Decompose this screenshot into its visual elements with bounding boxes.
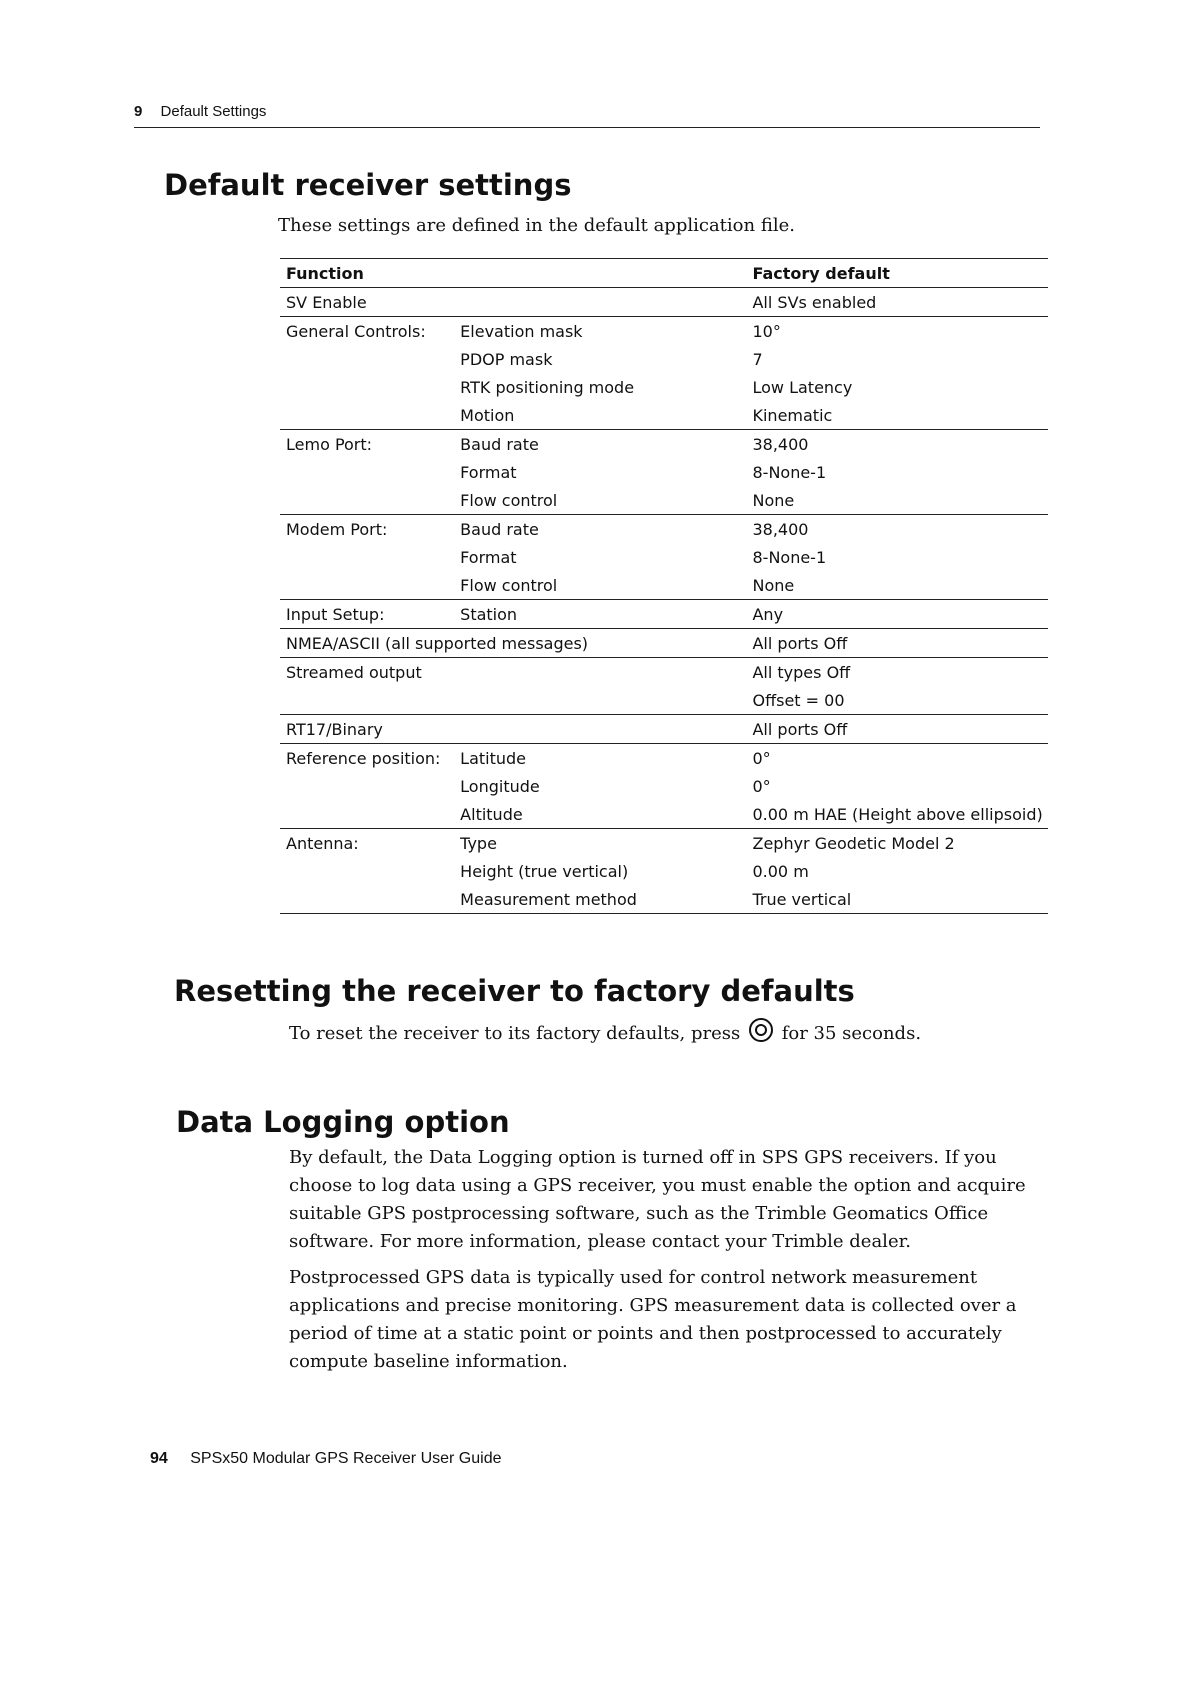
reset-text-before: To reset the receiver to its factory defaults, press [289,1023,741,1044]
table-row [280,800,1048,829]
row-default: 38,400 [746,515,1048,544]
reset-instructions [289,1018,921,1048]
reset-text-after: for 35 seconds. [781,1023,922,1044]
table-row [280,744,1048,773]
row-default: Kinematic [752,405,833,425]
row-default: All SVs enabled [746,288,1048,317]
row-function: RT17/Binary [280,715,746,744]
table-row [280,686,1048,715]
section-title-default-settings: Default receiver settings [164,168,572,202]
table-row [280,658,1048,687]
row-item: Elevation mask [454,317,746,346]
row-item: Baud rate [454,515,746,544]
row-item: PDOP mask [460,349,553,369]
column-header-factory-default: Factory default [746,259,1048,288]
chapter-number: 9 [134,103,143,120]
row-group: Reference position: [280,744,454,773]
table-row [280,401,1048,430]
row-item: Type [454,829,746,858]
row-default: Zephyr Geodetic Model 2 [746,829,1048,858]
table-row [280,373,1048,401]
table-row [280,600,1048,629]
table-header-row [280,259,1048,288]
row-default: None [752,575,795,595]
row-item: Motion [460,405,515,425]
row-group: Modem Port: [280,515,454,544]
table-row [280,772,1048,800]
section-intro: These settings are defined in the default application file. [278,215,795,236]
page-footer [150,1450,502,1468]
row-item: Station [454,600,746,629]
running-header [134,103,1040,128]
row-default: 7 [752,349,763,369]
row-default: Offset = 00 [752,690,845,710]
row-function: NMEA/ASCII (all supported messages) [280,629,746,658]
row-default: 0.00 m [752,861,809,881]
row-function: SV Enable [280,288,746,317]
row-group: Lemo Port: [280,430,454,459]
row-default: All ports Off [746,629,1048,658]
table-row [280,715,1048,744]
page-number: 94 [150,1450,168,1467]
row-default: All ports Off [746,715,1048,744]
table-row [280,317,1048,346]
table-row [280,629,1048,658]
row-default: 10° [746,317,1048,346]
row-item: Flow control [460,575,558,595]
table-row [280,571,1048,600]
column-header-function: Function [280,259,746,288]
row-default: 8-None-1 [752,462,827,482]
row-group: Input Setup: [280,600,454,629]
row-default: 0° [746,744,1048,773]
row-item: Format [460,462,517,482]
row-item: Format [460,547,517,567]
section-title-reset: Resetting the receiver to factory defaults [174,974,855,1008]
chapter-title: Default Settings [160,103,267,120]
row-item: Longitude [460,776,540,796]
row-default: 0.00 m HAE (Height above ellipsoid) [752,804,1043,824]
table-row [280,345,1048,373]
row-default: None [752,490,795,510]
table-row [280,486,1048,515]
row-item: RTK positioning mode [460,377,635,397]
section-title-data-logging: Data Logging option [176,1105,510,1139]
table-row [280,543,1048,571]
row-default: All types Off [746,658,1048,687]
row-default: True vertical [746,885,1048,914]
table-row [280,857,1048,885]
row-default: Any [746,600,1048,629]
power-button-icon [749,1018,773,1042]
table-row [280,515,1048,544]
data-logging-paragraph-2: Postprocessed GPS data is typically used for control network measurement applications and precise monitoring. GPS measurement data is collected over a period of time at a static point or points and then postprocessed to accurately compute baseline information. [289,1267,1017,1372]
table-row [280,829,1048,858]
row-group: General Controls: [280,317,454,346]
row-group: Antenna: [280,829,454,858]
row-item: Altitude [460,804,523,824]
row-item: Flow control [460,490,558,510]
table-row [280,458,1048,486]
row-default: 0° [752,776,771,796]
row-item: Measurement method [454,885,746,914]
table-row [280,288,1048,317]
row-function: Streamed output [280,658,746,687]
row-default: Low Latency [752,377,853,397]
default-settings-table [280,258,1048,914]
row-default: 8-None-1 [752,547,827,567]
row-item: Height (true vertical) [460,861,629,881]
table-row [280,885,1048,914]
table-row [280,430,1048,459]
document-title: SPSx50 Modular GPS Receiver User Guide [190,1450,502,1467]
row-default: 38,400 [746,430,1048,459]
row-item: Latitude [454,744,746,773]
data-logging-paragraph-1: By default, the Data Logging option is turned off in SPS GPS receivers. If you choose to log data using a GPS receiver, you must enable the option and acquire suitable GPS postprocessing software, such as the Trimble Geomatics Office software. For more information, please contact your Trimble dealer. [289,1147,1026,1252]
row-item: Baud rate [454,430,746,459]
